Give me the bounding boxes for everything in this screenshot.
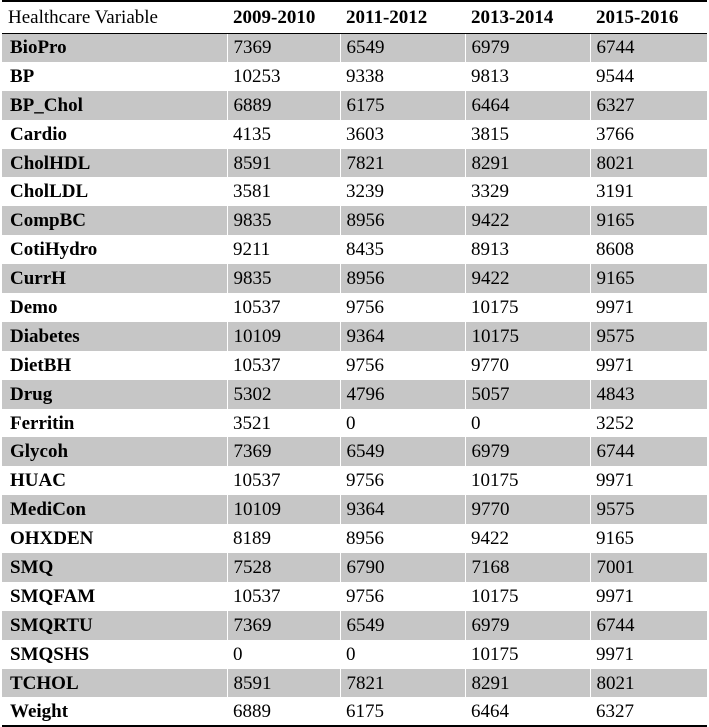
value-cell: 9835 xyxy=(227,206,340,235)
value-cell: 8956 xyxy=(340,264,465,293)
value-cell: 6327 xyxy=(590,697,707,726)
variable-name-cell: Demo xyxy=(10,296,58,318)
table-row xyxy=(2,149,707,178)
variable-name-cell: Ferritin xyxy=(10,412,75,434)
variable-name-cell: Cardio xyxy=(10,123,67,145)
table-row xyxy=(2,437,707,466)
value-cell: 9971 xyxy=(596,585,634,607)
header-2009-2010: 2009-2010 xyxy=(227,1,340,33)
value-cell: 9575 xyxy=(590,495,707,524)
variable-name-cell: BP xyxy=(10,65,35,87)
value-cell: 10175 xyxy=(471,643,519,665)
variable-name-cell: Weight xyxy=(2,697,227,726)
value-cell: 7369 xyxy=(227,33,340,62)
variable-name-cell: CompBC xyxy=(2,206,227,235)
value-cell: 0 xyxy=(471,412,481,434)
value-cell: 0 xyxy=(233,643,243,665)
value-cell: 7001 xyxy=(590,553,707,582)
value-cell: 9165 xyxy=(590,264,707,293)
table-row xyxy=(2,553,707,582)
header-2011-2012: 2011-2012 xyxy=(340,1,465,33)
variable-name-cell: SMQSHS xyxy=(10,643,90,665)
value-cell: 8435 xyxy=(346,239,384,261)
table-row xyxy=(2,264,707,293)
table-row xyxy=(2,669,707,698)
value-cell: 9756 xyxy=(346,470,384,492)
value-cell: 3252 xyxy=(596,412,634,434)
value-cell: 3521 xyxy=(233,412,271,434)
value-cell: 10109 xyxy=(227,495,340,524)
healthcare-variables-table xyxy=(2,0,707,727)
value-cell: 9756 xyxy=(346,296,384,318)
value-cell: 6889 xyxy=(227,91,340,120)
value-cell: 6790 xyxy=(340,553,465,582)
value-cell: 10175 xyxy=(471,585,519,607)
table-row xyxy=(2,611,707,640)
value-cell: 6175 xyxy=(340,91,465,120)
variable-name-cell: BioPro xyxy=(2,33,227,62)
value-cell: 0 xyxy=(346,412,356,434)
value-cell: 9165 xyxy=(596,528,634,550)
value-cell: 10175 xyxy=(465,322,590,351)
header-2015-2016: 2015-2016 xyxy=(590,1,707,33)
value-cell: 4796 xyxy=(340,380,465,409)
table-row xyxy=(2,206,707,235)
value-cell: 9165 xyxy=(590,206,707,235)
table-row xyxy=(2,495,707,524)
table-row xyxy=(2,293,707,322)
value-cell: 3581 xyxy=(233,181,271,203)
table-row xyxy=(2,322,707,351)
value-cell: 3766 xyxy=(596,123,634,145)
value-cell: 9422 xyxy=(471,528,509,550)
value-cell: 6744 xyxy=(590,611,707,640)
value-cell: 9422 xyxy=(465,206,590,235)
value-cell: 9835 xyxy=(227,264,340,293)
value-cell: 0 xyxy=(346,643,356,665)
variable-name-cell: OHXDEN xyxy=(10,528,94,550)
value-cell: 9971 xyxy=(596,643,634,665)
value-cell: 10537 xyxy=(233,585,281,607)
value-cell: 9338 xyxy=(346,65,384,87)
variable-name-cell: SMQRTU xyxy=(2,611,227,640)
table-row xyxy=(2,582,707,611)
value-cell: 9422 xyxy=(465,264,590,293)
table-header xyxy=(2,1,707,33)
variable-name-cell: MediCon xyxy=(2,495,227,524)
value-cell: 10537 xyxy=(233,470,281,492)
value-cell: 10175 xyxy=(471,470,519,492)
value-cell: 8956 xyxy=(346,528,384,550)
value-cell: 6549 xyxy=(340,611,465,640)
variable-name-cell: SMQFAM xyxy=(10,585,96,607)
value-cell: 9211 xyxy=(233,239,271,261)
value-cell: 9756 xyxy=(346,585,384,607)
value-cell: 10253 xyxy=(233,65,281,87)
value-cell: 6175 xyxy=(340,697,465,726)
value-cell: 6744 xyxy=(590,437,707,466)
value-cell: 9770 xyxy=(465,495,590,524)
value-cell: 8189 xyxy=(233,528,271,550)
value-cell: 10175 xyxy=(471,296,519,318)
variable-name-cell: Drug xyxy=(2,380,227,409)
table-row xyxy=(2,33,707,62)
value-cell: 6889 xyxy=(227,697,340,726)
variable-name-cell: CotiHydro xyxy=(10,239,98,261)
value-cell: 3239 xyxy=(346,181,384,203)
table-row xyxy=(2,409,707,438)
variable-name-cell: Glycoh xyxy=(2,437,227,466)
table-row xyxy=(2,177,707,206)
header-2013-2014: 2013-2014 xyxy=(465,1,590,33)
value-cell: 8608 xyxy=(596,239,634,261)
value-cell: 8591 xyxy=(227,669,340,698)
value-cell: 9756 xyxy=(346,354,384,376)
table-row xyxy=(2,235,707,264)
value-cell: 6979 xyxy=(465,33,590,62)
table-body xyxy=(2,33,707,726)
header-healthcare-variable: Healthcare Variable xyxy=(2,1,227,33)
table-row xyxy=(2,640,707,669)
variable-name-cell: DietBH xyxy=(10,354,72,376)
variable-name-cell: CholHDL xyxy=(2,149,227,178)
value-cell: 6327 xyxy=(590,91,707,120)
table-row xyxy=(2,697,707,726)
value-cell: 9364 xyxy=(340,322,465,351)
table-row xyxy=(2,524,707,553)
value-cell: 7369 xyxy=(227,611,340,640)
variable-name-cell: SMQ xyxy=(2,553,227,582)
table-row xyxy=(2,351,707,380)
value-cell: 10109 xyxy=(227,322,340,351)
value-cell: 3603 xyxy=(346,123,384,145)
value-cell: 7821 xyxy=(340,669,465,698)
value-cell: 9971 xyxy=(596,296,634,318)
value-cell: 6464 xyxy=(465,697,590,726)
value-cell: 8021 xyxy=(590,669,707,698)
value-cell: 7528 xyxy=(227,553,340,582)
value-cell: 6979 xyxy=(465,437,590,466)
value-cell: 9813 xyxy=(471,65,509,87)
variable-name-cell: CholLDL xyxy=(10,181,89,203)
value-cell: 6979 xyxy=(465,611,590,640)
value-cell: 8913 xyxy=(471,239,509,261)
value-cell: 8021 xyxy=(590,149,707,178)
value-cell: 9971 xyxy=(596,354,634,376)
value-cell: 5302 xyxy=(227,380,340,409)
header-row xyxy=(2,1,707,33)
value-cell: 4843 xyxy=(590,380,707,409)
value-cell: 10537 xyxy=(233,296,281,318)
value-cell: 9770 xyxy=(471,354,509,376)
value-cell: 3329 xyxy=(471,181,509,203)
value-cell: 8291 xyxy=(465,669,590,698)
value-cell: 6744 xyxy=(590,33,707,62)
value-cell: 9544 xyxy=(596,65,634,87)
variable-name-cell: HUAC xyxy=(10,470,66,492)
value-cell: 8956 xyxy=(340,206,465,235)
value-cell: 7821 xyxy=(340,149,465,178)
value-cell: 9364 xyxy=(340,495,465,524)
value-cell: 3191 xyxy=(596,181,634,203)
value-cell: 5057 xyxy=(465,380,590,409)
table-row xyxy=(2,91,707,120)
value-cell: 9575 xyxy=(590,322,707,351)
table-row xyxy=(2,380,707,409)
value-cell: 6549 xyxy=(340,33,465,62)
value-cell: 8591 xyxy=(227,149,340,178)
variable-name-cell: Diabetes xyxy=(2,322,227,351)
value-cell: 7369 xyxy=(227,437,340,466)
table-row xyxy=(2,466,707,495)
value-cell: 9971 xyxy=(596,470,634,492)
table-row xyxy=(2,62,707,91)
value-cell: 10537 xyxy=(233,354,281,376)
variable-name-cell: CurrH xyxy=(2,264,227,293)
value-cell: 7168 xyxy=(465,553,590,582)
value-cell: 3815 xyxy=(471,123,509,145)
table-row xyxy=(2,120,707,149)
value-cell: 8291 xyxy=(465,149,590,178)
value-cell: 6549 xyxy=(340,437,465,466)
value-cell: 4135 xyxy=(233,123,271,145)
variable-name-cell: TCHOL xyxy=(2,669,227,698)
variable-name-cell: BP_Chol xyxy=(2,91,227,120)
value-cell: 6464 xyxy=(465,91,590,120)
